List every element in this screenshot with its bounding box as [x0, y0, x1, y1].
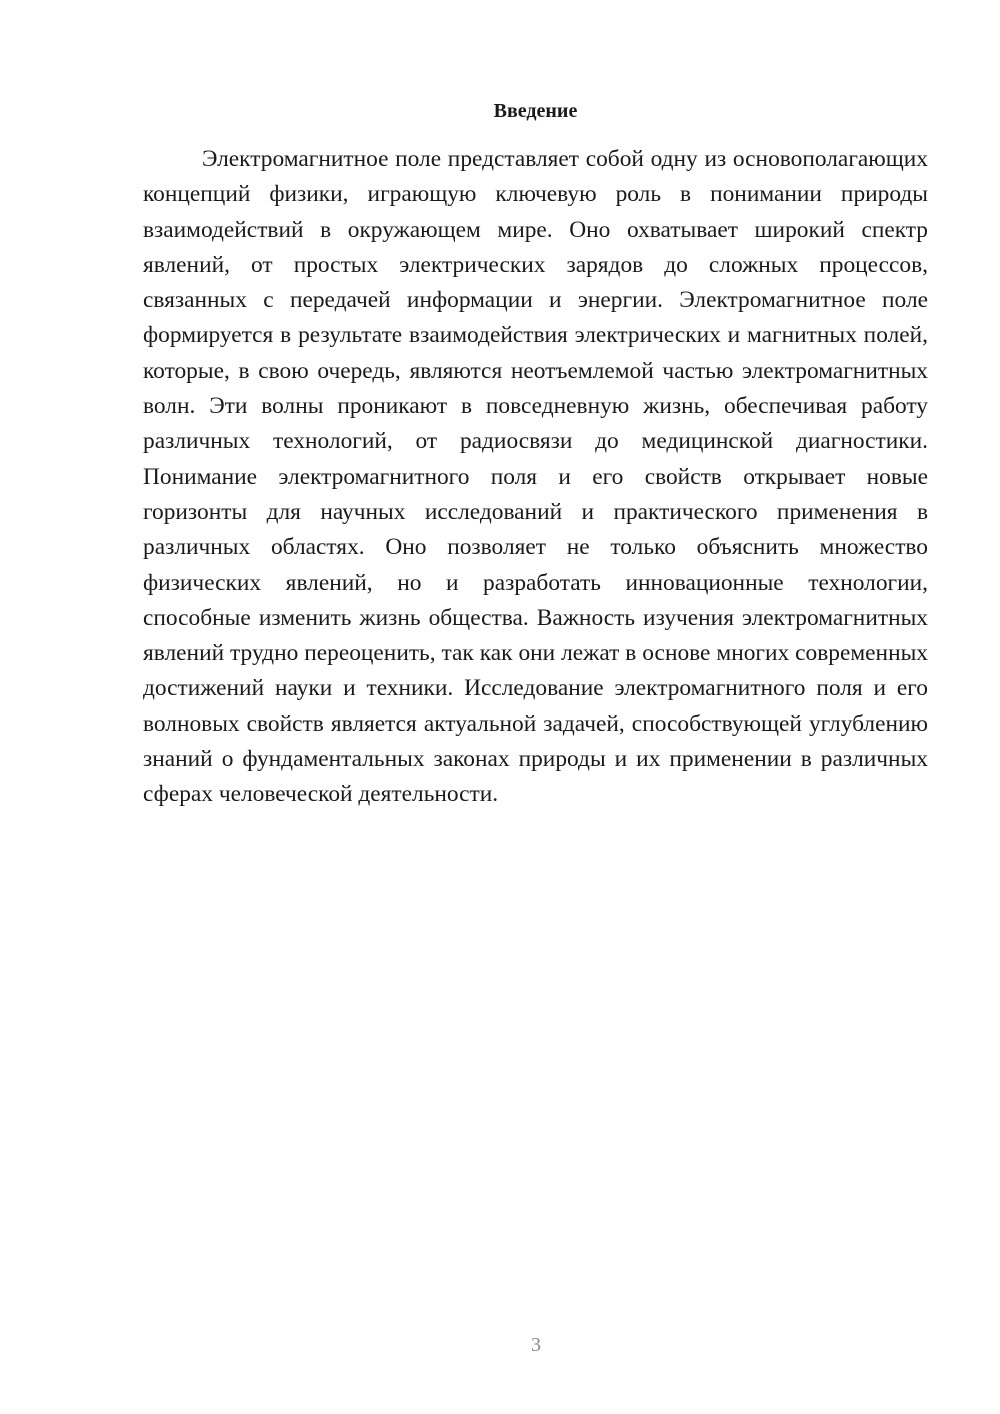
- page-number: 3: [531, 1334, 541, 1356]
- body-paragraph: Электромагнитное поле представляет собой одну из основополагающих концепций физики, играющую ключевую роль в понимании природы взаимодействий в окружающем мире. Оно охватывает широкий спектр явлений, от простых электрических зарядов до сложных процессов, связанных с передачей информации и энергии. Электромагнитное поле формируется в результате взаимодействия электрических и магнитных полей, которые, в свою очередь, являются неотъемлемой частью электромагнитных волн. Эти волны проникают в повседневную жизнь, обеспечивая работу различных технологий, от радиосвязи до медицинской диагностики. Понимание электромагнитного поля и его свойств открывает новые горизонты для научных исследований и практического применения в различных областях. Оно позволяет не только объяснить множество физических явлений, но и разработать инновационные технологии, способные изменить жизнь общества. Важность изучения электромагнитных явлений трудно переоценить, так как они лежат в основе многих современных достижений науки и техники. Исследование электромагнитного поля и его волновых свойств является актуальной задачей, способствующей углублению знаний о фундаментальных законах природы и их применении в различных сферах человеческой деятельности.: [143, 146, 928, 808]
- page-title: Введение: [493, 100, 578, 122]
